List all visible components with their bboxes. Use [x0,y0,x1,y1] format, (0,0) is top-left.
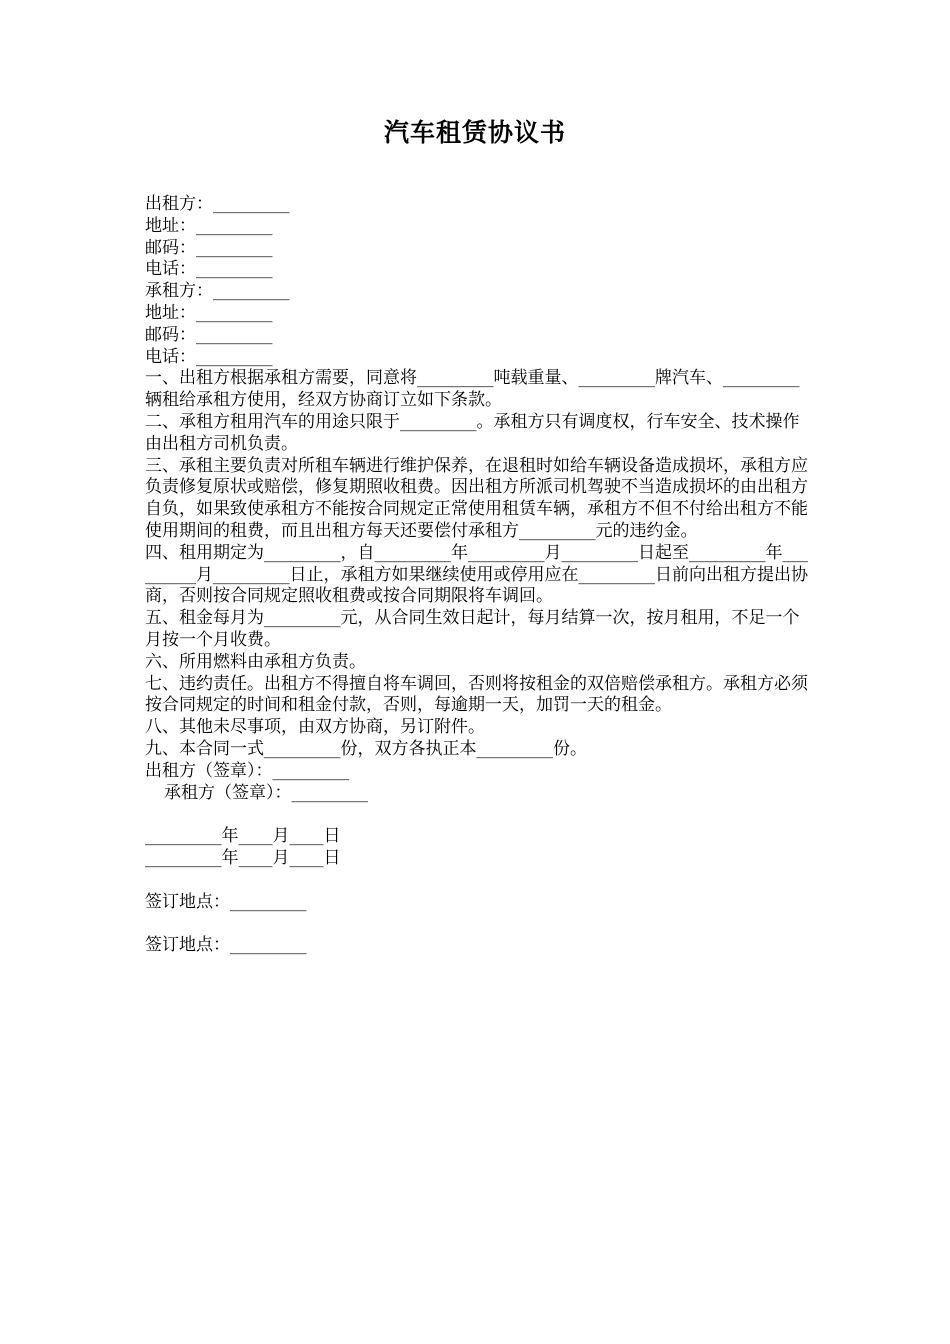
clause-9: 九、本合同一式_________份，双方各执正本_________份。 [145,738,587,759]
lessor-phone-line: 电话：_________ [145,259,273,280]
lessee-address-line: 地址：_________ [145,302,273,323]
lessee-name-line: 承租方：_________ [145,281,290,302]
spacer [145,913,810,935]
spacer [145,804,810,826]
date-line-2: _________年____月____日 [145,847,341,868]
clause-4: 四、租用期定为_________，自_________年_________月_________日起至_________年_________月_________日止，承租方如果继续使用或停用应在_________日前向出租方提出协商，否则按合同规定照收租费或按合同期限将车调回。 [145,542,808,607]
document-body [145,194,810,957]
lessor-postcode-line: 邮码：_________ [145,237,273,258]
clause-6: 六、所用燃料由承租方负责。 [145,651,366,672]
lessor-signature-line: 出租方（签章）：_________ [145,760,349,781]
lessee-postcode-line: 邮码：_________ [145,324,273,345]
lessee-phone-line: 电话：_________ [145,346,273,367]
signing-place-2: 签订地点：_________ [145,935,307,956]
lessor-name-line: 出租方：_________ [145,194,290,214]
document-title: 汽车租赁协议书 [383,118,566,147]
clause-5: 五、租金每月为_________元，从合同生效日起计，每月结算一次，按月租用，不足一个月按一个月收费。 [145,608,800,650]
clause-8: 八、其他未尽事项，由双方协商，另订附件。 [145,717,485,738]
clause-2: 二、承租方租用汽车的用途只限于_________。承租方只有调度权，行车安全、技术操作由出租方司机负责。 [145,411,800,454]
clause-3: 三、承租主要负责对所租车辆进行维护保养，在退租时如给车辆设备造成损坏，承租方应负责修复原状或赔偿，修复期照收租费。因出租方所派司机驾驶不当造成损坏的由出租方自负，如果致使承租方不能按合同规定正常使用租赁车辆，承租方不但不付给出租方不能使用期间的租费，而且出租方每天还要偿付承租方_________元的违约金。 [145,455,808,541]
date-line-1: _________年____月____日 [145,826,341,847]
spacer [145,870,810,892]
lessor-address-line: 地址：_________ [145,215,273,236]
clause-7: 七、违约责任。出租方不得擅自将车调回，否则将按租金的双倍赔偿承租方。承租方必须按合同规定的时间和租金付款，否则，每逾期一天，加罚一天的租金。 [145,673,808,716]
clause-1: 一、出租方根据承租方需要，同意将_________吨载重量、_________牌汽车、_________辆租给承租方使用，经双方协商订立如下条款。 [145,368,800,411]
lessee-signature-line: 承租方（签章）：_________ [164,782,368,803]
signing-place-1: 签订地点：_________ [145,891,307,912]
